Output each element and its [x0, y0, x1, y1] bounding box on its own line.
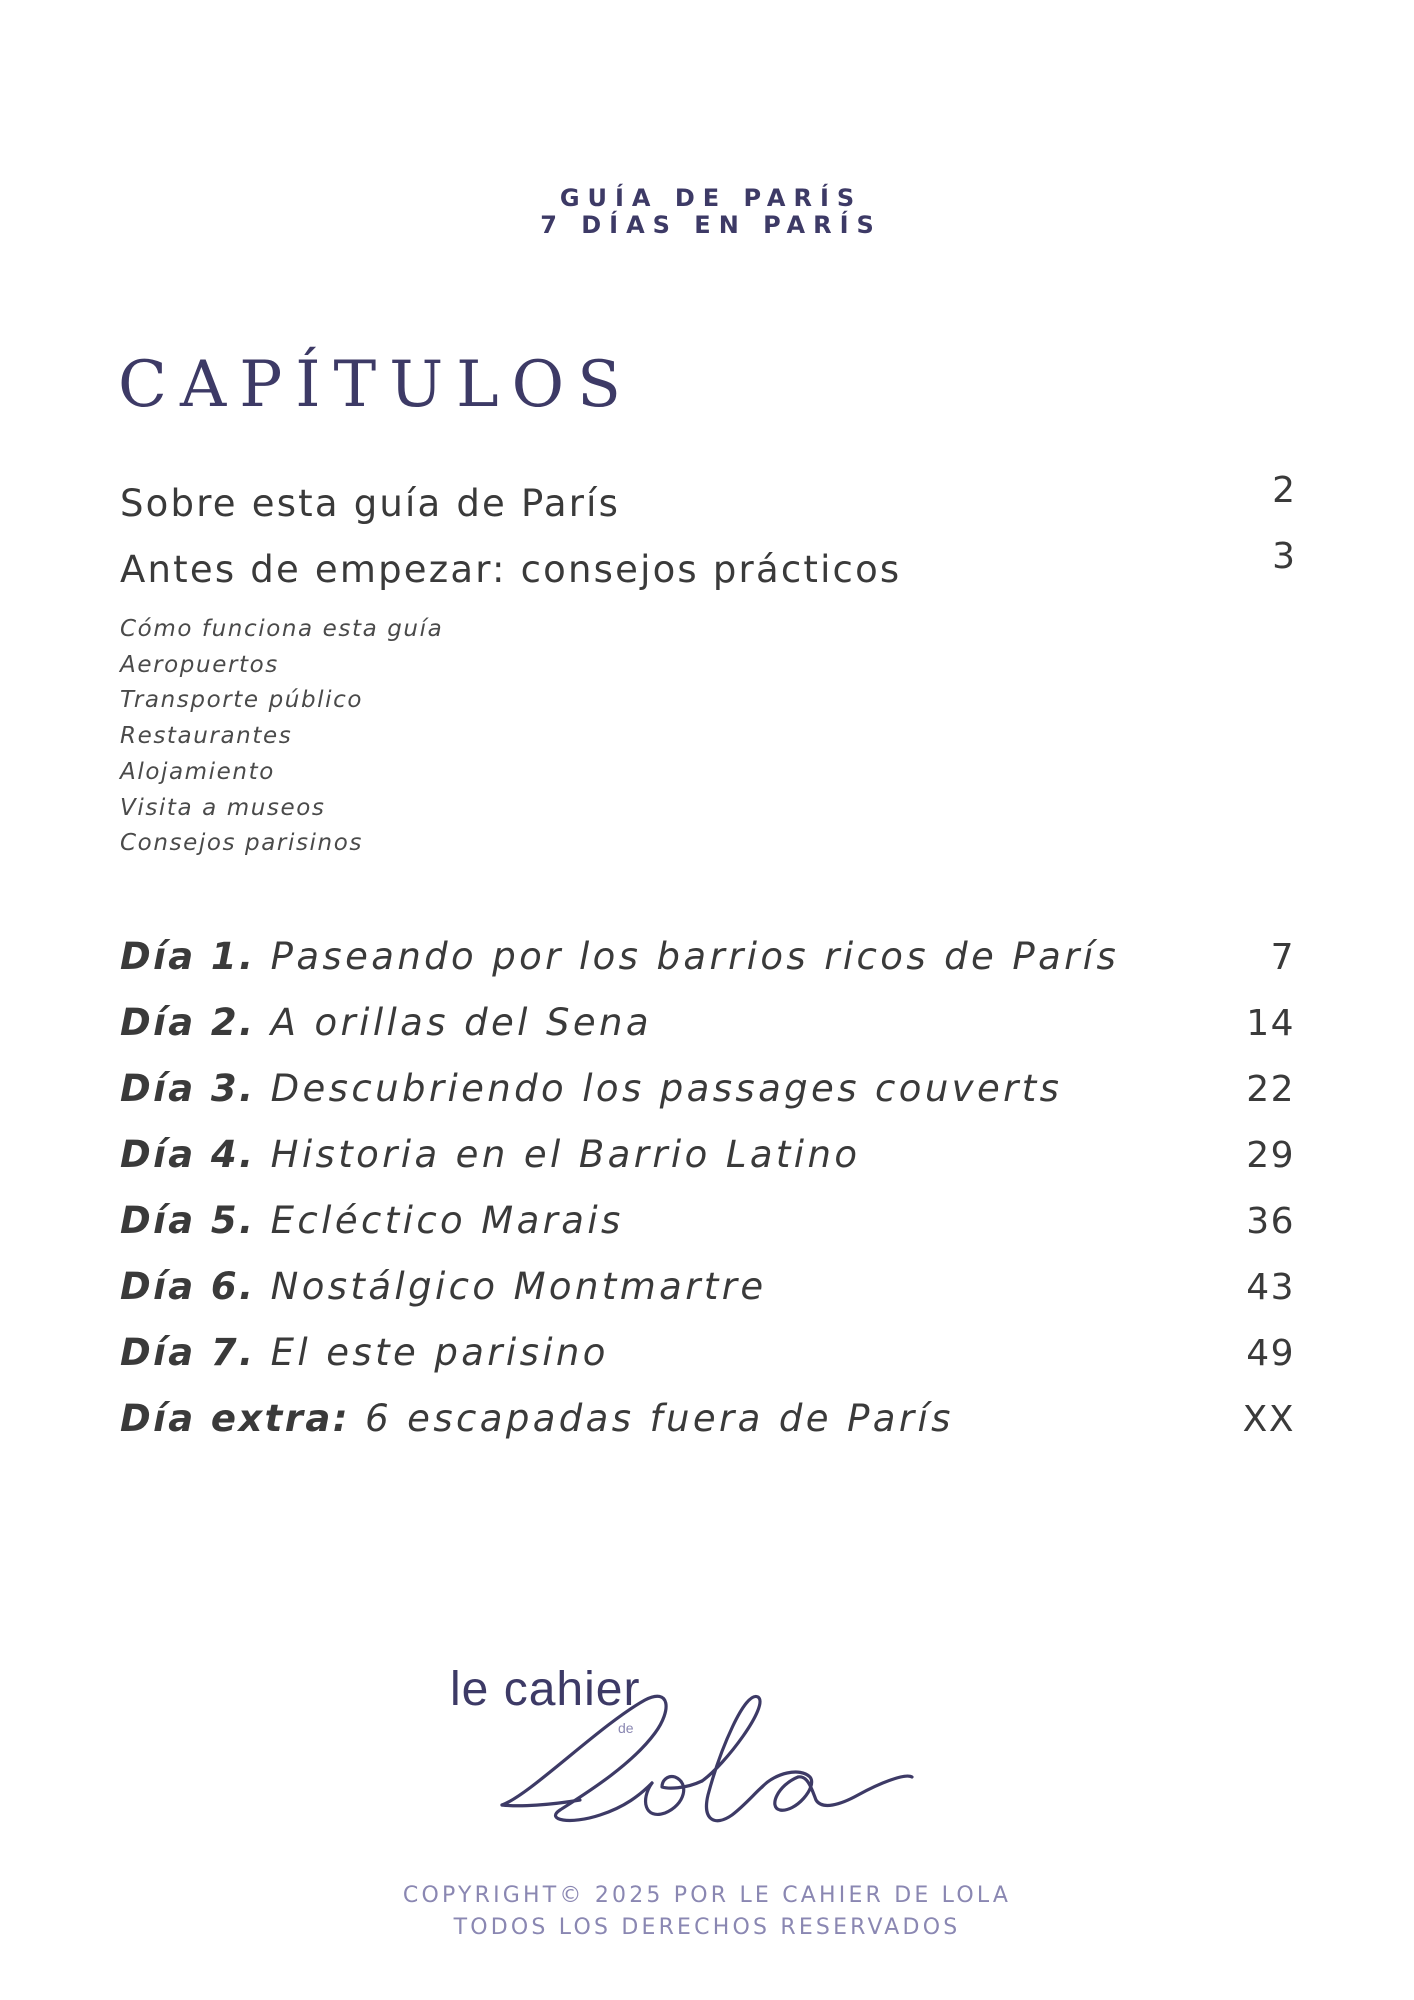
toc-entry-day-1[interactable] — [120, 935, 1295, 978]
guide-header — [0, 185, 1414, 239]
day-number: Día 1. — [120, 935, 256, 978]
guide-subtitle: 7 DÍAS EN PARÍS — [540, 211, 882, 239]
logo-de: de — [618, 1720, 634, 1736]
toc-page-number: 22 — [1246, 1069, 1295, 1110]
day-title: Nostálgico Montmartre — [270, 1265, 767, 1308]
toc-entry-day-4[interactable] — [120, 1133, 1295, 1176]
day-title: Descubriendo los passages couverts — [270, 1067, 1063, 1110]
toc-entry-label: Antes de empezar: consejos prácticos — [120, 548, 902, 591]
toc-page-number: 49 — [1246, 1333, 1295, 1374]
day-number: Día 2. — [120, 1001, 256, 1044]
toc-page-number: 29 — [1246, 1135, 1295, 1176]
rights-line: TODOS LOS DERECHOS RESERVADOS — [453, 1915, 961, 1940]
copyright-line: COPYRIGHT© 2025 POR LE CAHIER DE LOLA — [402, 1883, 1012, 1908]
subsection-item[interactable]: Restaurantes — [120, 723, 293, 750]
toc-entry-about-guide[interactable] — [120, 470, 1295, 525]
day-number: Día extra: — [120, 1397, 350, 1440]
subsection-item[interactable]: Transporte público — [120, 687, 364, 714]
toc-entry-day-extra[interactable] — [120, 1397, 1295, 1440]
day-title: El este parisino — [270, 1331, 609, 1374]
day-title: 6 escapadas fuera de París — [365, 1397, 954, 1440]
copyright-notice — [0, 1880, 1414, 1944]
subsection-item[interactable]: Alojamiento — [120, 758, 275, 785]
le-cahier-de-lola-logo — [440, 1655, 980, 1855]
day-number: Día 6. — [120, 1265, 256, 1308]
day-title: Historia en el Barrio Latino — [270, 1133, 861, 1176]
toc-entry-label: Sobre esta guía de París — [120, 482, 621, 525]
day-title: Paseando por los barrios ricos de París — [270, 935, 1120, 978]
toc-page-number: XX — [1242, 1399, 1295, 1440]
subsection-item[interactable]: Consejos parisinos — [120, 830, 363, 857]
toc-page-number: 2 — [1272, 470, 1295, 511]
day-number: Día 5. — [120, 1199, 256, 1242]
toc-page-number: 43 — [1246, 1267, 1295, 1308]
toc-page-number: 3 — [1272, 536, 1295, 577]
practical-tips-subsections — [120, 612, 443, 862]
toc-entry-day-3[interactable] — [120, 1067, 1295, 1110]
chapters-heading: CAPÍTULOS — [118, 348, 634, 422]
logo-wordmark: le cahier — [450, 1663, 641, 1716]
day-number: Día 7. — [120, 1331, 256, 1374]
toc-entry-day-7[interactable] — [120, 1331, 1295, 1374]
day-title: A orillas del Sena — [270, 1001, 652, 1044]
subsection-item[interactable]: Visita a museos — [120, 794, 326, 821]
toc-entry-day-6[interactable] — [120, 1265, 1295, 1308]
day-title: Ecléctico Marais — [270, 1199, 624, 1242]
day-number: Día 4. — [120, 1133, 256, 1176]
toc-page-number: 36 — [1246, 1201, 1295, 1242]
toc-entry-practical-tips[interactable] — [120, 536, 1295, 591]
subsection-item[interactable]: Aeropuertos — [120, 651, 279, 678]
toc-entry-day-5[interactable] — [120, 1199, 1295, 1242]
day-number: Día 3. — [120, 1067, 256, 1110]
toc-page-number: 7 — [1270, 937, 1295, 978]
guide-title: GUÍA DE PARÍS — [559, 184, 863, 212]
toc-entry-day-2[interactable] — [120, 1001, 1295, 1044]
toc-page-number: 14 — [1246, 1003, 1295, 1044]
subsection-item[interactable]: Cómo funciona esta guía — [120, 616, 444, 642]
